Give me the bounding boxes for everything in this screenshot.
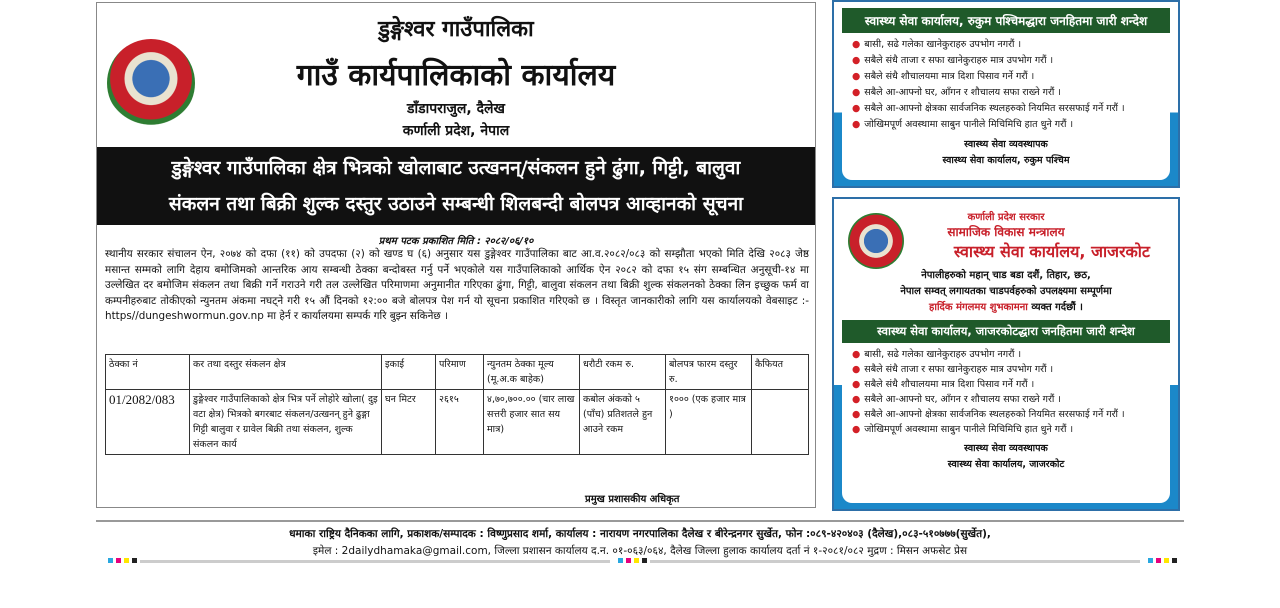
greeting-line-1: नेपालीहरुको महान् चाड बडा दशैं, तिहार, छठ, (921, 270, 1091, 281)
health-ad-rukum (832, 0, 1180, 188)
list-item: ● सबैले संधै ताजा र सफा खानेकुराहरु मात्र उपभोग गरौं । (852, 53, 1160, 69)
ad-office: स्वास्थ्य सेवा कार्यालय, जाजरकोट (953, 242, 1150, 261)
col-header: कर तथा दस्तुर संकलन क्षेत्र (190, 355, 382, 390)
cell-remarks (752, 390, 809, 455)
ad-signature-title: स्वास्थ्य सेवा व्यवस्थापक (964, 139, 1048, 150)
list-item: ● सबैले संधै शौचालयमा मात्र दिशा पिसाव गर्ने गरौं । (852, 377, 1160, 392)
col-header: बोलपत्र फारम दस्तुर रु. (666, 355, 752, 390)
list-item: ● जोखिमपूर्ण अवस्थामा साबुन पानीले मिचिमिचि हात धुने गरौं । (852, 117, 1160, 133)
cell-quantity: २६१५ (436, 390, 484, 455)
imprint-line-1: धमाका राष्ट्रिय दैनिकका लागि, प्रकाशक/सम्पादक : विष्णुप्रसाद शर्मा, कार्यालय : नारायण नगरपालिका दैलेख र बीरेन्द्रनगर सुर्खेत, फोन :०८९-४२०४०३ (दैलेख),०८३-५१०७७७(सुर्खेत), (289, 528, 991, 540)
list-item: ● सबैले आ-आफ्नो घर, आँगन र शौचालय सफा राख्ने गरौं । (852, 85, 1160, 101)
col-header: न्युनतम ठेक्का मूल्य (मू.अ.क बाहेक) (484, 355, 580, 390)
list-item: ● सबैले आ-आफ्नो घर, आँगन र शौचालय सफा राख्ने गरौं । (852, 392, 1160, 407)
col-header: कैफियत (752, 355, 809, 390)
table-row (106, 390, 809, 455)
divider (140, 560, 610, 563)
col-header: परिमाण (436, 355, 484, 390)
cell-unit: घन मिटर (382, 390, 436, 455)
health-ad-jajarkot (832, 197, 1180, 511)
table-header-row (106, 355, 809, 390)
municipality-name: डुङ्गेश्वर गाउँपालिका (378, 17, 534, 42)
ad-message-list (842, 343, 1170, 441)
notice-title-banner (97, 147, 815, 225)
office-name: गाउँ कार्यपालिकाको कार्यालय (296, 58, 616, 93)
newspaper-imprint (96, 520, 1184, 560)
list-item: ● सबैले आ-आफ्नो क्षेत्रका सार्वजनिक स्थलहरुको नियमित सरसफाई गर्ने गरौं । (852, 101, 1160, 117)
print-color-marks (618, 558, 647, 563)
ad-gov: कर्णाली प्रदेश सरकार (967, 212, 1045, 223)
nepal-emblem-logo (848, 213, 904, 269)
ad-title: स्वास्थ्य सेवा कार्यालय, रुकुम पश्चिमद्धारा जनहितमा जारी शन्देश (842, 8, 1170, 33)
list-item: ● बासी, सढे गलेका खानेकुराहरु उपभोग नगरौं । (852, 347, 1160, 362)
list-item: ● सबैले संधै ताजा र सफा खानेकुराहरु मात्र उपभोग गरौं । (852, 362, 1160, 377)
ad-title: स्वास्थ्य सेवा कार्यालय, जाजरकोटद्धारा जनहितमा जारी शन्देश (842, 320, 1170, 343)
published-date: प्रथम पटक प्रकाशित मिति : २०८२/०६/१० (378, 236, 534, 247)
banner-line-2: संकलन तथा बिक्री शुल्क दस्तुर उठाउने सम्बन्धी शिलबन्दी बोलपत्र आव्हानको सूचना (168, 193, 744, 215)
banner-line-1: डुङ्गेश्वर गाउँपालिका क्षेत्र भित्रको खोलाबाट उत्खनन्/संकलन हुने ढुंगा, गिट्टी, बालुवा (171, 157, 741, 179)
ad-ministry: सामाजिक विकास मन्त्रालय (947, 225, 1065, 239)
ad-signature-title: स्वास्थ्य सेवा व्यवस्थापक (964, 443, 1048, 454)
cell-area: डुङ्गेश्वर गाउँपालिकाको क्षेत्र भित्र पर्ने लोहोरे खोला( दुइ वटा क्षेत्र) भित्रको बगरबाट संकलन/उत्खनन् हुने ढुङ्गा गिट्टी बालुवा र ग्रावेल बिक्री तथा संकलन, शुल्क संकलन कार्य (190, 390, 382, 455)
greeting-line-3: व्यक्त गर्दछौं । (1027, 302, 1083, 313)
list-item: ● जोखिमपूर्ण अवस्थामा साबुन पानीले मिचिमिचि हात धुने गरौं । (852, 422, 1160, 437)
cell-form-fee: १००० (एक हजार मात्र ) (666, 390, 752, 455)
ad-signature-office: स्वास्थ्य सेवा कार्यालय, रुकुम पश्चिम (942, 155, 1070, 166)
address-line-1: डाँडापराजुल, दैलेख (407, 101, 505, 117)
greeting-line-2: नेपाल सम्वत् लगायतका चाडपर्वहरुको उपलक्ष्यमा सम्पूर्णमा (900, 286, 1112, 297)
col-header: इकाई (382, 355, 436, 390)
notice-body: स्थानीय सरकार संचालन ऐन, २०७४ को दफा (११) को उपदफा (२) को खण्ड घ (६) अनुसार यस डुङ्गेश्वर गाउँपालिका बाट आ.व.२०८२/०८३ को सम्झौता भएको मिति देखि २०८३ जेष्ठ मसान्त सम्मको लागि देहाय बमोजिमको आन्तरिक आय सम्बन्धी ठेक्का बन्दोबस्त गर्नु पर्ने भएकोले यस गाउँपालिकाको आर्थिक ऐन २०८२ को दफा १५ संग सम्बन्धित अनुसूची-१४ मा उल्लेखित दर बमोजिम संकलन तथा बिक्री गर्ने गराउने गरी तल उल्लेखित परिमाणमा अनुमानीत गरिएका ढुंगा, गिट्टी, बालुवा संकलन तथा बिक्री शुल्क संकलनको ठेक्का लिन इच्छुक फर्म वा कम्पनीहरुबाट तोकीएको न्युनतम अंकमा नघट्ने गरी १५ औं दिनको १२:०० बजे बोलपत्र पेश गर्न यो सूचना प्रकाशित गरिएको छ । विस्तृत जानकारीको लागि यस कार्यालयको वेबसाइट :- https//dungeshwormun.gov.np मा हेर्न र कार्यालयमा सम्पर्क गरि बुझ्न सकिनेछ । (105, 248, 809, 322)
print-color-marks (108, 558, 137, 563)
list-item: ● सबैले आ-आफ्नो क्षेत्रका सार्वजनिक स्थलहरुको नियमित सरसफाई गर्ने गरौं । (852, 407, 1160, 422)
list-item: ● सबैले संधै शौचालयमा मात्र दिशा पिसाव गर्ने गरौं । (852, 69, 1160, 85)
tender-table (105, 354, 809, 455)
cell-deposit: कबोल अंकको ५ (पाँच) प्रतिशतले हुन आउने रकम (580, 390, 666, 455)
col-header: ठेक्का नं (106, 355, 190, 390)
greeting-highlight: हार्दिक मंगलमय शुभकामना (929, 302, 1028, 313)
cell-contract-no: 01/2082/083 (106, 390, 190, 455)
list-item: ● बासी, सढे गलेका खानेकुराहरु उपभोग नगरौं । (852, 37, 1160, 53)
ad-message-list (842, 33, 1170, 137)
print-color-marks (1148, 558, 1177, 563)
col-header: धरौटी रकम रु. (580, 355, 666, 390)
signatory: प्रमुख प्रशासकीय अधिकृत (585, 494, 680, 505)
ad-signature-office: स्वास्थ्य सेवा कार्यालय, जाजरकोट (947, 459, 1065, 470)
tender-notice (96, 2, 816, 508)
imprint-line-2: इमेल : 2dailydhamaka@gmail.com, जिल्ला प्रशासन कार्यालय द.न. ०१-०६३/०६४, दैलेख जिल्ला हुलाक कार्यालय दर्ता नं १-२०८१/०८२ मुद्रण : मिसन अफसेट प्रेस (312, 545, 968, 557)
address-line-2: कर्णाली प्रदेश, नेपाल (402, 123, 510, 139)
divider (650, 560, 1140, 563)
cell-min-price: ४,७०,७००.०० (चार लाख सत्तरी हजार सात सय मात्र) (484, 390, 580, 455)
